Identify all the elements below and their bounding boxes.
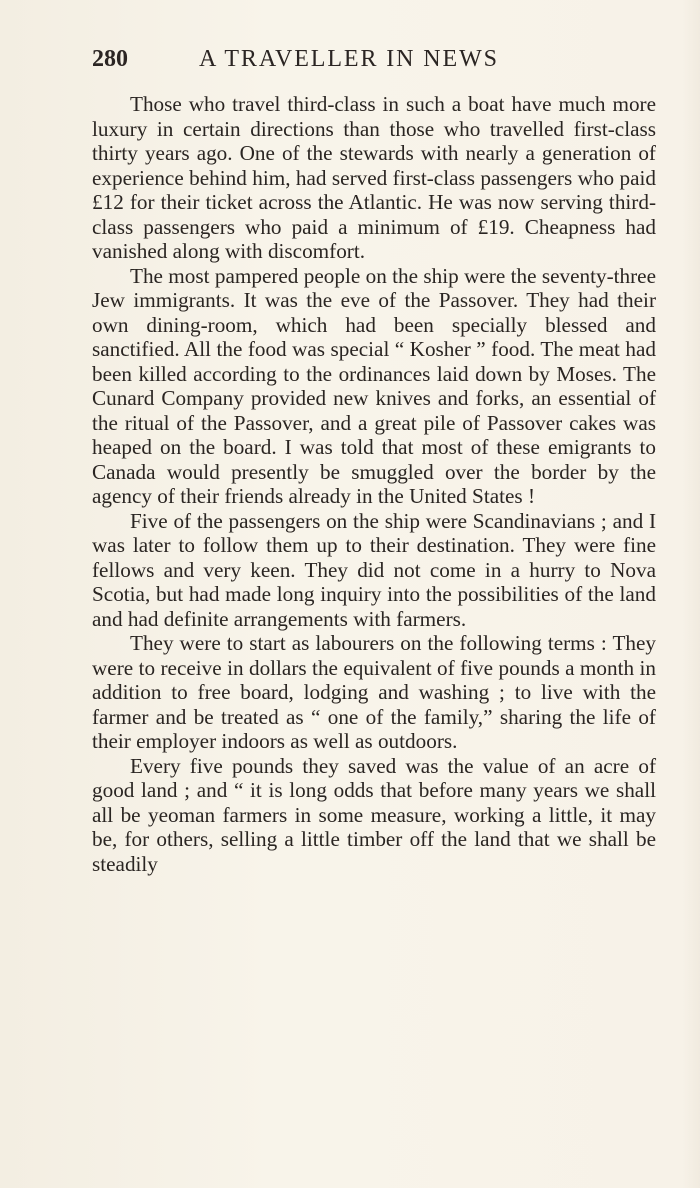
paragraph-3: Five of the passengers on the ship were Scandinavians ; and I was later to follow them up to their destination. They were fine fellows and very keen. They did not come in a hurry to Nova Scotia, but had made long inquiry into the possibilities of the land and had definite arrangements with farmers. xyxy=(92,508,656,631)
page-edge-shadow xyxy=(682,0,700,1188)
paragraph-2: The most pampered people on the ship were the seventy-three Jew immigrants. It was the eve of the Passover. They had their own dining-room, which had been specially blessed and sanctified. All the food was special “ Kosher ” food. The meat had been killed according to the ordinances laid down by Moses. The Cunard Company provided new knives and forks, an essential of the ritual of the Passover, and a great pile of Passover cakes was heaped on the board. I was told that most of these emigrants to Canada would presently be smuggled over the border by the agency of their friends already in the United States ! xyxy=(92,263,656,508)
page-number: 280 xyxy=(92,46,128,72)
paragraph-1: Those who travel third-class in such a boat have much more luxury in certain directions than those who travelled first-class thirty years ago. One of the stewards with nearly a generation of experience behind him, had served first-class passengers who paid £12 for their ticket across the Atlantic. He was now serving third-class passengers who paid a minimum of £19. Cheapness had vanished along with discomfort. xyxy=(92,92,656,263)
running-head xyxy=(92,46,562,78)
body-text xyxy=(92,92,656,876)
paragraph-5: Every five pounds they saved was the value of an acre of good land ; and “ it is long odds that before many years we shall all be yeoman farmers in some measure, working a little, it may be, for others, selling a little timber off the land that we shall be steadily xyxy=(92,753,656,876)
book-title: A TRAVELLER IN NEWS xyxy=(199,46,499,72)
paragraph-4: They were to start as labourers on the following terms : They were to receive in dollars the equivalent of five pounds a month in addition to free board, lodging and washing ; to live with the farmer and be treated as “ one of the family,” sharing the life of their employer indoors as well as outdoors. xyxy=(92,631,656,753)
